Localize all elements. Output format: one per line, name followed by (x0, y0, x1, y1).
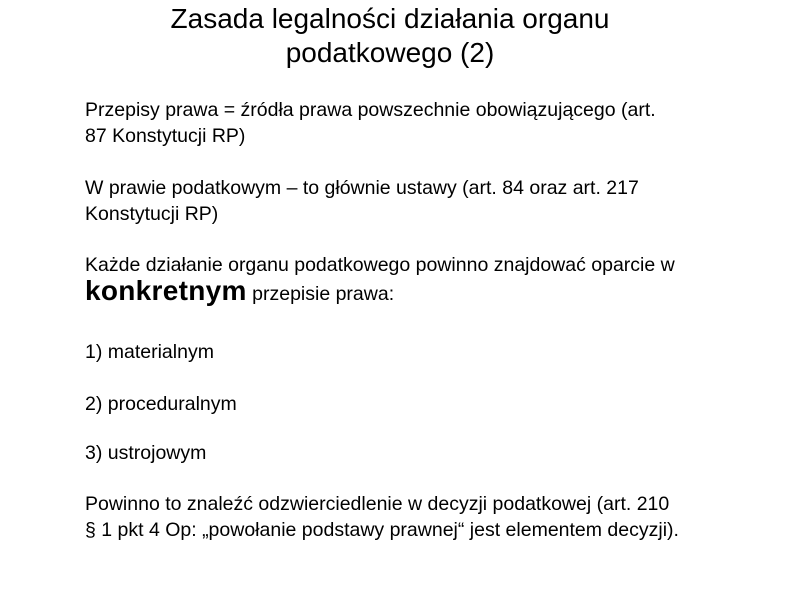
paragraph-1-line-2: 87 Konstytucji RP) (85, 125, 246, 147)
list-item: 3) ustrojowym (85, 442, 207, 464)
paragraph-tax-law (85, 175, 775, 227)
paragraph-2-line-1: W prawie podatkowym – to głównie ustawy (art. 84 oraz art. 217 (85, 177, 639, 199)
paragraph-sources-of-law (85, 97, 775, 149)
paragraph-4-line-1: Powinno to znaleźć odzwierciedlenie w decyzji podatkowej (art. 210 (85, 493, 670, 515)
paragraph-3-line-2 (85, 275, 775, 307)
list-item: 1) materialnym (85, 341, 214, 363)
title-line-1: Zasada legalności działania organu (170, 3, 610, 34)
paragraph-decision (85, 491, 775, 543)
slide-title (60, 2, 720, 70)
paragraph-1-line-1: Przepisy prawa = źródła prawa powszechnie obowiązującego (art. (85, 99, 656, 121)
paragraph-3-line-1: Każde działanie organu podatkowego powinno znajdować oparcie w (85, 254, 675, 276)
paragraph-2-line-2: Konstytucji RP) (85, 203, 219, 225)
paragraph-legal-basis (85, 252, 775, 307)
paragraph-3-rest: przepisie prawa: (246, 283, 395, 305)
paragraph-4-line-2: § 1 pkt 4 Op: „powołanie podstawy prawnej“ jest elementem decyzji). (85, 519, 679, 541)
title-line-2: podatkowego (2) (285, 37, 495, 68)
emphasis-word: konkretnym (85, 275, 247, 306)
list-item: 2) proceduralnym (85, 393, 237, 415)
